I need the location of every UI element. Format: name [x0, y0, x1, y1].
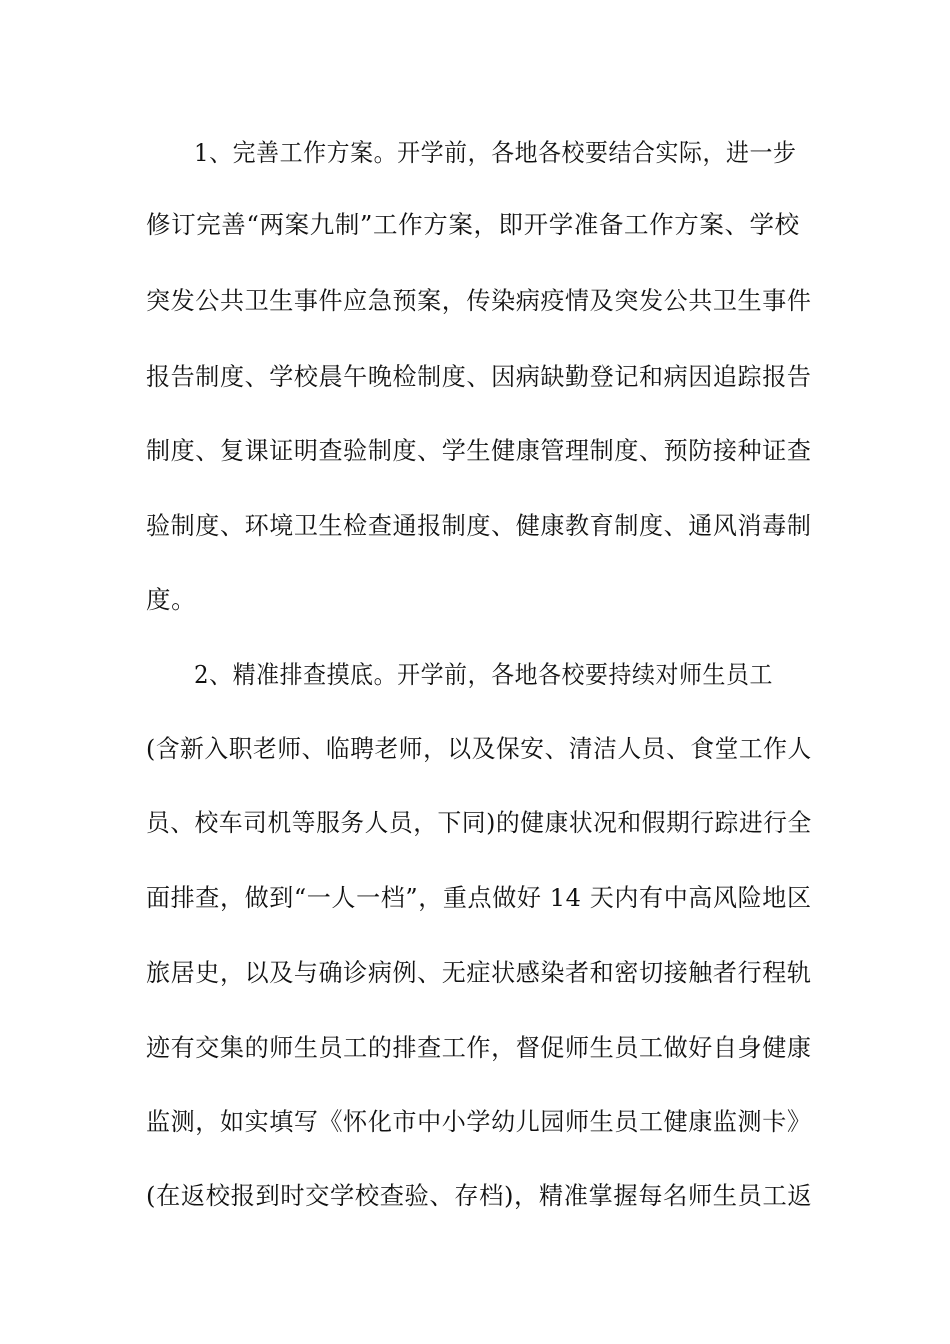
paragraph-line: 度。	[146, 585, 197, 614]
paragraph-line: 迹有交集的师生员工的排查工作，督促师生员工做好自身健康	[146, 1033, 812, 1062]
paragraph-line: 验制度、环境卫生检查通报制度、健康教育制度、通风消毒制	[146, 511, 812, 540]
paragraph-line: 制度、复课证明查验制度、学生健康管理制度、预防接种证查	[146, 436, 812, 465]
paragraph-line: 1、完善工作方案。开学前，各地各校要结合实际，进一步	[194, 138, 797, 167]
paragraph-line: 面排查，做到“一人一档”，重点做好 14 天内有中高风险地区	[146, 883, 812, 912]
paragraph-line: 修订完善“两案九制”工作方案，即开学准备工作方案、学校	[146, 210, 800, 239]
paragraph-line: (在返校报到时交学校查验、存档)，精准掌握每名师生员工返	[146, 1181, 813, 1210]
paragraph-line: 报告制度、学校晨午晚检制度、因病缺勤登记和病因追踪报告	[146, 362, 812, 391]
paragraph-line: 突发公共卫生事件应急预案，传染病疫情及突发公共卫生事件	[146, 286, 812, 315]
paragraph-line: (含新入职老师、临聘老师，以及保安、清洁人员、食堂工作人	[146, 734, 812, 763]
paragraph-line: 旅居史，以及与确诊病例、无症状感染者和密切接触者行程轨	[146, 958, 812, 987]
paragraph-line: 员、校车司机等服务人员，下同)的健康状况和假期行踪进行全	[146, 808, 812, 837]
paragraph-line: 监测，如实填写《怀化市中小学幼儿园师生员工健康监测卡》	[146, 1107, 812, 1136]
paragraph-line: 2、精准排查摸底。开学前，各地各校要持续对师生员工	[194, 660, 774, 689]
